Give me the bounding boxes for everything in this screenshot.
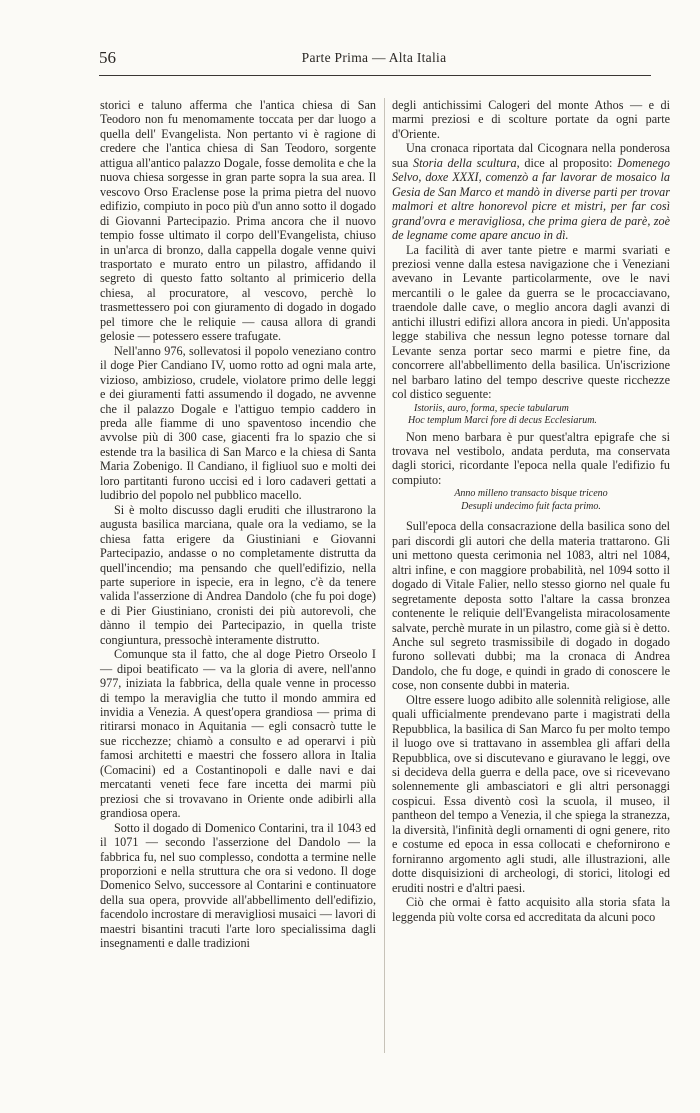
paragraph: degli antichissimi Calogeri del monte Athos — e di marmi preziosi e di scolture portate da ogni parte d'Oriente. (392, 98, 670, 141)
epigraph-line: Desupli undecimo fuit facta primo. (461, 500, 601, 512)
paragraph: Sotto il dogado di Domenico Contarini, tra il 1043 ed il 1071 — secondo l'asserzione del Dandolo — la fabbrica fu, nel suo complesso, condotta a termine nelle proporzioni e nella struttura che ora si vedono. Il doge Domenico Selvo, successore al Contarini e continuatore della sua opera, provvide all'abbellimento dell'edifizio, facendolo incrostare di meravigliosi musaici — lavori di maestri bisantini tracuti l'arte loro specialissima dagli insegnamenti e dalle tradizioni (100, 820, 376, 951)
paragraph: storici e taluno afferma che l'antica chiesa di San Teodoro non fu menomamente toccata per dar luogo a quella dell' Evangelista. Non pertanto vi è ragione di credere che l'antica chiesa di San Teodoro, sorgente attigua all'antico palazzo Dogale, fosse demolita e che la nuova chiesa sorgesse in gran parte sopra la sua area. Il vescovo Orso Eraclense pose la prima pietra del nuovo edifizio, compiuto in poco più d'un anno sotto il dogado di Giovanni Partecipazio. Prima ancora che il nuovo tempio fosse ultimato il corpo dell'Evangelista, chiuso in un'arca di bronzo, dalla cappella dogale venne quivi trasportato e murato entro un pilastro, affidando il segreto di questo fatto soltanto al primicerio della chiesa, al procuratore, al vescovo, perchè lo trasmettessero poi con giuramento di dogado in dogado pel timore che le reliquie — causa allora di grandi gelosie — potessero essere trafugate. (100, 98, 376, 344)
paragraph: Non meno barbara è pur quest'altra epigrafe che si trovava nel vestibolo, andata perduta, ma conservata dagli storici, ricordante l'epoca nella quale l'edifizio fu compiuto: (392, 429, 670, 487)
page-header (99, 48, 649, 70)
paragraph: Si è molto discusso dagli eruditi che illustrarono la augusta basilica marciana, quale ora la vediamo, se la chiesa fatta erigere da Giustiniani e Giovanni Partecipazio, andasse o no completamente distrutta da quell'incendio; ma pensando che quell'edifizio, nella parte superiore in ispecie, era in legno, c'è da tenere valida l'asserzione di Andrea Dandolo (che fu poi doge) e di Pier Giustiniano, cronisti dei più autorevoli, che dànno il tempio dei Partecipazio, in quella triste congiuntura, pressochè interamente distrutto. (100, 502, 376, 647)
epigraph-line: Anno milleno transacto bisque triceno (454, 488, 608, 500)
epigraph-distich (392, 403, 670, 428)
epigraph-line: Hoc templum Marci fore di decus Ecclesiarum. (408, 415, 597, 427)
header-rule (99, 75, 651, 76)
paragraph: Comunque sta il fatto, che al doge Pietro Orseolo I — dipoi beatificato — va la gloria di avere, nell'anno 977, iniziata la fabbrica, della quale venne in processo di tempo la meraviglia che tutto il mondo ammira ed invidia a Venezia. A quest'opera grandiosa — prima di ritirarsi monaco in Aquitania — egli consacrò tutte le sue ricchezze; chiamò a consulto e ad operarvi i più famosi architetti e maestri che fossero allora in Italia (Comacini) ed a Costantinopoli e dalle navi e dai mercatanti veneti fece fare incetta dei marmi più preziosi che si trovavano in Oriente onde adibirli alla grandiosa opera. (100, 647, 376, 821)
epigraph-line: Istoriis, auro, forma, specie tabularum (414, 402, 569, 414)
epigraph-inscription (392, 488, 670, 513)
book-title: Storia della scultura (413, 155, 517, 170)
right-column (392, 98, 670, 924)
paragraph-cicognara (392, 141, 670, 242)
column-divider (384, 98, 385, 1053)
left-column (100, 98, 376, 951)
paragraph: Sull'epoca della consacrazione della basilica sono del pari discordi gli autori che della materia trattarono. Gli uni mettono questa cerimonia nel 1083, altri nel 1084, altri infine, e con maggiore probabilità, nel 1094 sotto il dogado di Vitale Falier, nello stesso giorno nel quale fu segretamente deposta sotto l'altare la cassa bronzea contenente le reliquie dell'Evangelista miracolosamente salvate, perchè murate in un pilastro, come già si è detto. Anche sul segreto trasmissibile di dogado in dogado furono sollevati dubbi; ma la cronaca di Andrea Dandolo, che fu doge, e quindi in grado di conoscere le cose, non consente dubbi in materia. (392, 519, 670, 693)
paragraph: La facilità di aver tante pietre e marmi svariati e preziosi venne dalla estesa navigazione che i Veneziani avevano in Levante particolarmente, ove le navi mercantili o le galee da guerra se le procacciavano, traendole dalle cave, o meglio ancora dagli avanzi di antichi illustri edifizi allora ancora in piedi. Un'apposita legge stabiliva che nessun legno potesse tornare dal Levante senza portar seco marmi e pietre fine, da concorrere all'abbellimento della basilica. Un'iscrizione nel barbaro latino del tempo descrive queste ricchezze col distico seguente: (392, 242, 670, 402)
running-title: Parte Prima — Alta Italia (301, 50, 447, 65)
paragraph: Oltre essere luogo adibito alle solennità religiose, alle quali ufficialmente prendevano parte i magistrati della Repubblica, la basilica di San Marco fu per molto tempo il luogo ove si trattavano in assemblea gli affari della Repubblica, ove si discutevano e giuravano le leggi, ove si decideva della guerra e della pace, ove si ricevevano solennemente gli ambasciatori e gli altri personaggi cospicui. Essa diventò così la scuola, il museo, il pantheon del tempo a Venezia, il che spiega la stranezza, la diversità, l'infinità degli ornamenti di ogni genere, rito e costume ed epoca in essa collocati e chefornirono e forniranno argomento agli studi, alle illustrazioni, alle dotte disquisizioni di archeologi, di storici, litologi ed eruditi nostri e d'altri paesi. (392, 692, 670, 895)
page-number: 56 (99, 48, 116, 67)
paragraph: Ciò che ormai è fatto acquisito alla storia sfata la leggenda più volte corsa ed accreditata da alcuni poco (392, 895, 670, 924)
text-run: Una cronaca riportata dal Cicognara nella ponderosa sua (392, 141, 670, 170)
paragraph: Nell'anno 976, sollevatosi il popolo veneziano contro il doge Pier Candiano IV, uomo rotto ad ogni mala arte, vizioso, ambizioso, crudele, violatore primo delle leggi e dei giuramenti fatti assumendo il dogado, ne avvenne che il palazzo Dogale e l'attiguo tempio caddero in preda alle fiamme di uno spaventoso incendio che avvolse più di 300 case, giacenti fra lo spazio che si estende tra la basilica di San Marco e la chiesa di Santa Maria Zobenigo. Il Candiano, il figliuol suo e molti dei loro partitanti furono uccisi ed i loro cadaveri gettati a ludibrio del popolo nel pubblico macello. (100, 343, 376, 503)
text-run: , dice al proposito: (516, 155, 618, 170)
chronicle-quote: Domenego Selvo, doxe XXXI, comenzò a far lavorar de mosaico la Gesia de San Marco et mandò in diverse parti per trovar malmori et altre honorevol picre et mistri, per far così grand'ovra e meravigliosa, che prima giera de parè, zoè de legname come apare ancuo in dì. (392, 155, 670, 243)
